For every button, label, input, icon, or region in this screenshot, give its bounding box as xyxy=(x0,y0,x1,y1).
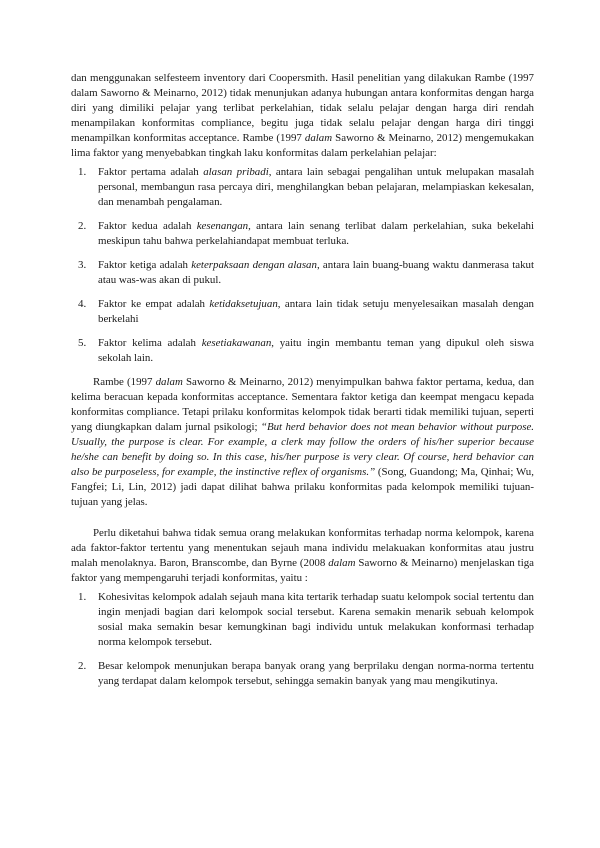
paragraph-2 xyxy=(71,375,534,510)
list-number: 1. xyxy=(78,166,87,178)
text-run: , antara lain tidak setuju menyelesaikan masalah dengan berkelahi xyxy=(98,298,534,325)
italic-run: dalam xyxy=(328,557,356,569)
text-run: Faktor ketiga adalah xyxy=(98,259,192,271)
text-run: , antara lain senang terlibat dalam perkelahian, suka bekelahi meskipun tahu bahwa perkelahiandapat membuat terluka. xyxy=(98,220,535,247)
italic-run: dalam xyxy=(155,376,183,388)
text-run: , yaitu ingin membantu teman yang dipukul oleh siswa sekolah lain. xyxy=(98,337,535,364)
text-run: Saworno & Meinarno, 2012) menyimpulkan bahwa faktor pertama, kedua, dan kelima beracuan kepada konformitas acceptance. Sementara faktor ketiga dan keempat mengacu kepada konformitas compliance. Tetapi prilaku konformitas kelompok tidak berarti tidak memiliki tujuan, seperti yang diungkapkan dalam jurnal psikologi; xyxy=(71,376,535,433)
text-run: Faktor kedua adalah xyxy=(98,220,197,232)
text-run: Saworno & Meinarno, 2012) mengemukakan lima faktor yang menyebabkan tingkah laku konformitas dalam perkelahian pelajar: xyxy=(71,132,534,159)
text-run: Besar kelompok menunjukan berapa banyak orang yang berprilaku dengan norma-norma tertentu yang terdapat dalam kelompok tersebut, sehingga semakin banyak yang mau mengikutinya. xyxy=(98,660,534,687)
italic-run: dalam xyxy=(304,132,333,144)
list-number: 3. xyxy=(78,259,87,271)
text-run: dan menggunakan selfesteem inventory dari Coopersmith. Hasil penelitian yang dilakukan Rambe (1997 dalam Saworno & Meinarno, 2012) tidak menunjukan adanya hubungan antara konformitas dengan harga diri yang dimiliki pelajar yang terlibat perkelahian, tidak selalu pelajar dengan harga diri rendah menampilakan konformitas compliance, begitu juga tidak selalu pelajar dengan harga diri tinggi menampilkan konformitas acceptance. Rambe (1997 xyxy=(71,72,534,144)
list-number: 5. xyxy=(78,337,87,349)
italic-run: kesenangan xyxy=(196,220,249,232)
list-number: 1. xyxy=(78,591,87,603)
list-item xyxy=(71,219,534,249)
factor-list-1 xyxy=(71,165,534,366)
paragraph-1 xyxy=(71,71,534,161)
italic-run: alasan pribadi xyxy=(203,166,269,178)
italic-run: keterpaksaan dengan alasan xyxy=(191,259,317,271)
factor-list-2 xyxy=(71,590,534,689)
list-item xyxy=(71,165,534,210)
list-number: 4. xyxy=(78,298,87,310)
list-number: 2. xyxy=(78,220,87,232)
list-item xyxy=(71,590,534,650)
text-run: Kohesivitas kelompok adalah sejauh mana kita tertarik terhadap suatu kelompok social tertentu dan ingin menjadi bagian dari kelompok social tersebut. Karena semakin menarik sebuah kelompok sosial maka semakin besar kemungkinan bagi individu untuk melakukan konformasi terhadap norma kelompok tersebut. xyxy=(98,591,534,648)
italic-quote: “But herd behavior does not mean behavior without purpose. Usually, the purpose is clear. For example, a clerk may follow the orders of his/her superior because he/she can benefit by doing so. In this case, his/her purpose is very clear. Of course, herd behavior can also be purposeless, for example, the instinctive reflex of organisms.” xyxy=(71,421,535,478)
list-item xyxy=(71,659,534,689)
italic-run: kesetiakawanan xyxy=(201,337,272,349)
list-item xyxy=(71,336,534,366)
list-item xyxy=(71,258,534,288)
text-run: Faktor kelima adalah xyxy=(98,337,202,349)
list-number: 2. xyxy=(78,660,87,672)
text-run: Faktor ke empat adalah xyxy=(98,298,210,310)
italic-run: ketidaksetujuan xyxy=(209,298,278,310)
text-run: (Song, Guandong; Ma, Qinhai; Wu, Fangfei; Li, Lin, 2012) jadi dapat dilihat bahwa prilaku konformitas pada kelompok memiliki tujuan-tujuan yang jelas. xyxy=(71,466,534,508)
paragraph-3 xyxy=(71,526,534,586)
text-run: Faktor pertama adalah xyxy=(98,166,204,178)
text-run: Rambe (1997 xyxy=(93,376,156,388)
text-run: , antara lain buang-buang waktu danmerasa takut atau was-was akan di pukul. xyxy=(98,259,534,286)
list-item xyxy=(71,297,534,327)
text-run: Perlu diketahui bahwa tidak semua orang melakukan konformitas terhadap norma kelompok, karena ada faktor-faktor tertentu yang menentukan sejauh mana individu melakuakan konformitas atau justru malah menolaknya. Baron, Branscombe, dan Byrne (2008 xyxy=(71,527,534,569)
text-run: Saworno & Meinarno) menjelaskan tiga faktor yang mempengaruhi terjadi konformitas, yaitu : xyxy=(71,557,534,584)
text-run: , antara lain sebagai pengalihan untuk melupakan masalah personal, membangun rasa percaya diri, menghilangkan beban pelajaran, melampiaskan kekesalan, dan menambah pengalaman. xyxy=(98,166,535,208)
